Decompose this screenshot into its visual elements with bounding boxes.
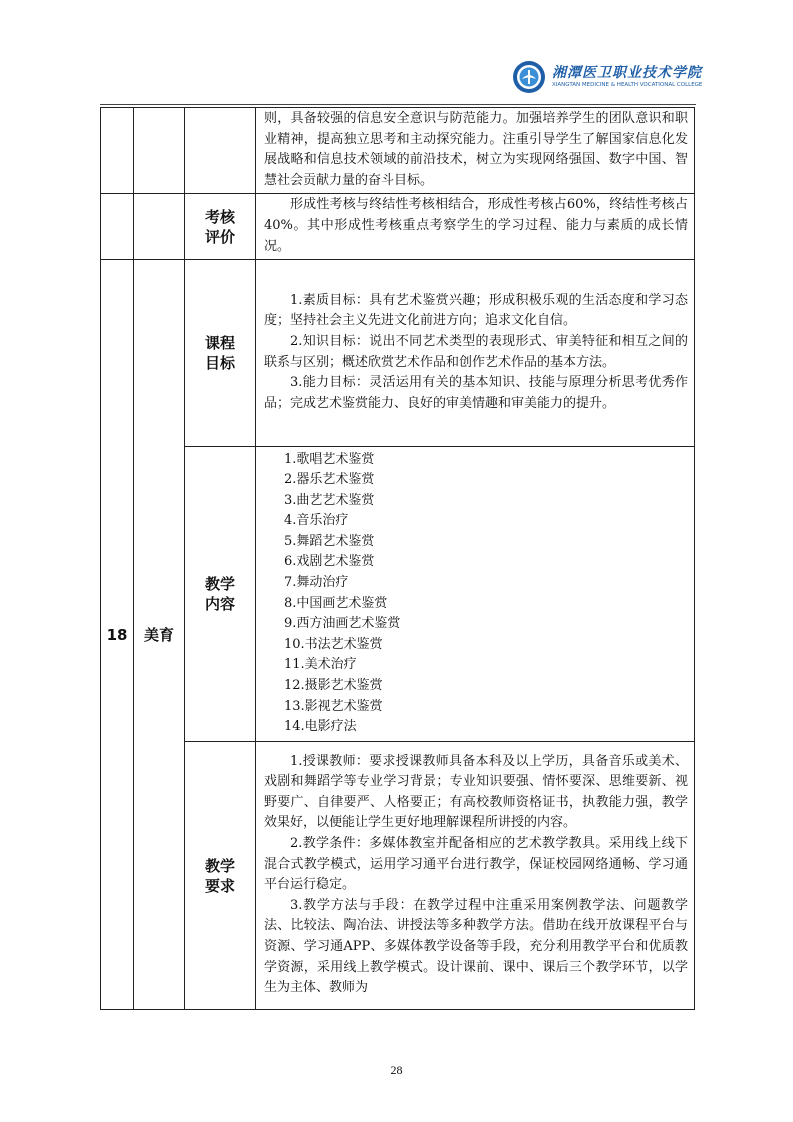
name-cell-empty [134,108,185,194]
paragraph: 形成性考核与终结性考核相结合，形成性考核占60%，终结性考核占40%。其中形成性考核重点考察学生的学习过程、能力与素质的成长情况。 [264,197,688,254]
table-row [101,260,695,447]
paragraph: 则，具备较强的信息安全意识与防范能力。加强培养学生的团队意识和职业精神，提高独立思考和主动探究能力。注重引导学生了解国家信息化发展战略和信息技术领域的前沿技术，树立为实现网络强国、数字中国、智慧社会贡献力量的奋斗目标。 [264,111,688,188]
teaching-requirements-label [185,742,256,1010]
list-item: 14.电影疗法 [284,719,357,735]
course-table [100,107,695,1010]
list-item: 3.曲艺艺术鉴赏 [284,492,375,508]
label-line: 考核 [204,207,235,226]
list-item: 10.书法艺术鉴赏 [284,636,383,652]
quality-goal-continuation [256,108,695,194]
table-row [101,194,695,260]
label-line: 内容 [204,595,235,614]
name-cell-empty [134,194,185,260]
list-item: 9.西方油画艺术鉴赏 [284,616,401,632]
list-item: 5.舞蹈艺术鉴赏 [284,533,375,549]
list-item: 7.舞动治疗 [284,575,349,591]
college-name-en: XIANGTAN MEDICINE & HEALTH VOCATIONAL COLLEGE [552,82,703,88]
label-line: 目标 [204,354,235,373]
table-row [101,447,695,742]
list-item: 2.器乐艺术鉴赏 [284,472,375,488]
list-item: 12.摄影艺术鉴赏 [284,678,383,694]
label-line: 教学 [204,856,235,875]
paragraph: 1.授课教师：要求授课教师具备本科及以上学历，具备音乐或美术、戏剧和舞蹈学等专业学习背景；专业知识要强、情怀要深、思维要新、视野要广、自律要严、人格要正；有高校教师资格证书，执教能力强，教学效果好，以便能让学生更好地理解课程所讲授的内容。 [264,753,688,831]
list-item: 8.中国画艺术鉴赏 [284,595,388,611]
paragraph: 2.教学条件：多媒体教室并配备相应的艺术教学教具。采用线上线下混合式教学模式，运用学习通平台进行教学，保证校园网络通畅、学习通平台运行稳定。 [264,835,688,893]
list-item: 11.美术治疗 [284,657,357,673]
table-row [101,108,695,194]
objectives-content [256,260,695,447]
page-number: 28 [390,1063,403,1077]
list-item: 13.影视艺术鉴赏 [284,698,383,714]
label-line: 要求 [204,876,235,895]
paragraph: 1.素质目标：具有艺术鉴赏兴趣；形成积极乐观的生活态度和学习态度；坚持社会主义先进文化前进方向；追求文化自信。 [264,292,688,329]
course-number: 18 [101,260,134,1010]
paragraph: 3.教学方法与手段：在教学过程中注重采用案例教学法、问题教学法、比较法、陶冶法、讲授法等多种教学方法。借助在线开放课程平台与资源、学习通APP、多媒体教学设备等手段，充分利用教学平台和优质教学资源，采用线上教学模式。设计课前、课中、课后三个教学环节，以学生为主体、教师为 [264,897,688,996]
header-divider [100,104,696,105]
paragraph: 2.知识目标：说出不同艺术类型的表现形式、审美特征和相互之间的联系与区别；概述欣赏艺术作品和创作艺术作品的基本方法。 [264,334,688,370]
label-line: 教学 [204,575,235,594]
list-item: 4.音乐治疗 [284,513,349,529]
list-item: 6.戏剧艺术鉴赏 [284,554,375,570]
teaching-content-list [256,447,695,742]
assessment-content [256,194,695,260]
paragraph: 3.能力目标：灵活运用有关的基本知识、技能与原理分析思考优秀作品；完成艺术鉴赏能力、良好的审美情趣和审美能力的提升。 [264,375,688,411]
course-name: 美育 [134,260,185,1010]
college-emblem-icon [512,60,546,94]
college-logo [512,60,730,96]
number-cell-empty [101,194,134,260]
college-name-cn: 湘潭医卫职业技术学院 [552,65,702,81]
teaching-requirements-content [256,742,695,1010]
list-item: 1.歌唱艺术鉴赏 [284,451,375,467]
teaching-content-label [185,447,256,742]
table-row [101,742,695,1010]
number-cell-empty [101,108,134,194]
objectives-label [185,260,256,447]
label-line: 课程 [204,334,235,353]
assessment-label [185,194,256,260]
label-line: 评价 [204,227,235,246]
label-cell-empty [185,108,256,194]
